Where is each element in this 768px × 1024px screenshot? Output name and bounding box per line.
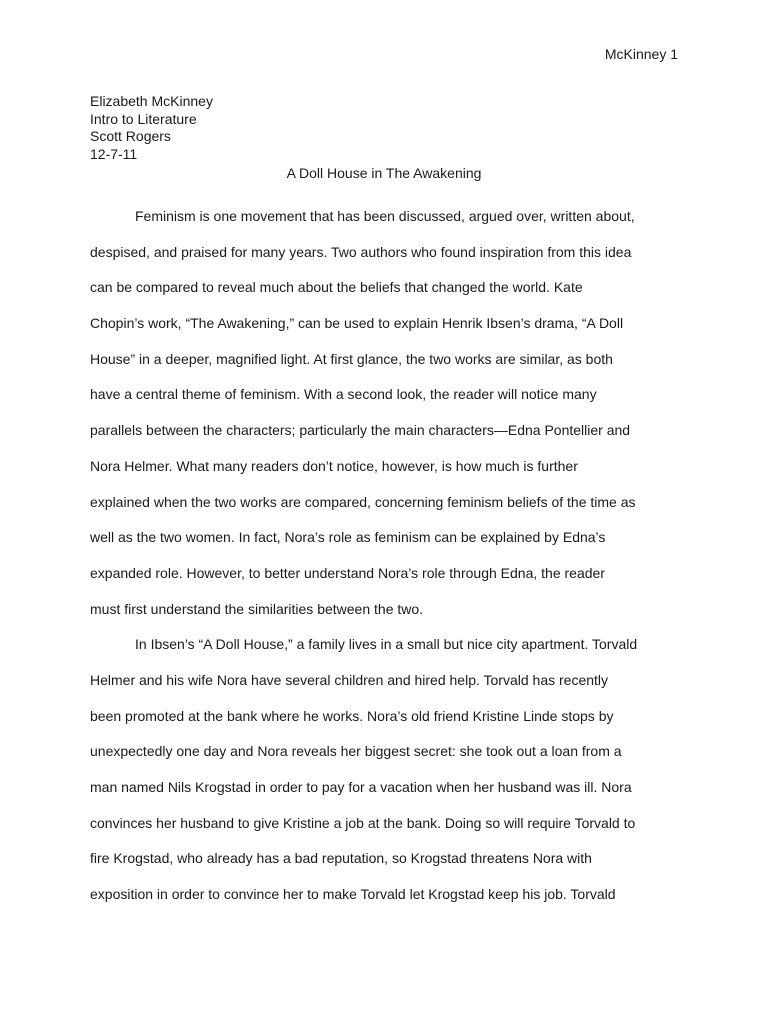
body-line: Helmer and his wife Nora have several children and hired help. Torvald has recently — [90, 671, 609, 688]
body-line: have a central theme of feminism. With a second look, the reader will notice many — [90, 386, 597, 403]
body-line: must first understand the similarities between the two. — [90, 600, 424, 617]
instructor-name: Scott Rogers — [90, 128, 171, 144]
body-line: House” in a deeper, magnified light. At first glance, the two works are similar, as both — [90, 350, 613, 367]
body-line: well as the two women. In fact, Nora’s role as feminism can be explained by Edna’s — [90, 529, 606, 546]
body-line: man named Nils Krogstad in order to pay for a vacation when her husband was ill. Nora — [90, 779, 632, 795]
essay-title: A Doll House in The Awakening — [286, 165, 482, 181]
body-line: unexpectedly one day and Nora reveals her biggest secret: she took out a loan from a — [90, 743, 622, 760]
body-line: Nora Helmer. What many readers don’t notice, however, is how much is further — [90, 457, 578, 474]
body-line: convinces her husband to give Kristine a job at the bank. Doing so will require Torvald to — [90, 814, 636, 831]
body-line: been promoted at the bank where he works. Nora’s old friend Kristine Linde stops by — [90, 707, 614, 724]
date: 12-7-11 — [90, 145, 138, 162]
body-line: exposition in order to convince her to make Torvald let Krogstad keep his job. Torvald — [90, 886, 616, 903]
body-line: explained when the two works are compared, concerning feminism beliefs of the time as — [90, 493, 636, 510]
body-line: despised, and praised for many years. Two authors who found inspiration from this idea — [90, 243, 632, 260]
body-line: Chopin’s work, “The Awakening,” can be used to explain Henrik Ibsen’s drama, “A Doll — [90, 315, 624, 332]
course-name: Intro to Literature — [90, 110, 197, 127]
mla-heading — [90, 93, 213, 163]
essay-body — [90, 199, 637, 913]
body-line: expanded role. However, to better understand Nora’s role through Edna, the reader — [90, 564, 605, 581]
body-line: Feminism is one movement that has been discussed, argued over, written about, — [135, 208, 635, 224]
body-line: can be compared to reveal much about the beliefs that changed the world. Kate — [90, 279, 583, 296]
body-line: In Ibsen’s “A Doll House,” a family lives in a small but nice city apartment. Torvald — [135, 636, 638, 653]
body-line: fire Krogstad, who already has a bad reputation, so Krogstad threatens Nora with — [90, 850, 592, 867]
body-line: parallels between the characters; particularly the main characters—Edna Pontellier and — [90, 422, 631, 439]
running-header: McKinney 1 — [604, 46, 678, 62]
author-name: Elizabeth McKinney — [90, 93, 213, 109]
